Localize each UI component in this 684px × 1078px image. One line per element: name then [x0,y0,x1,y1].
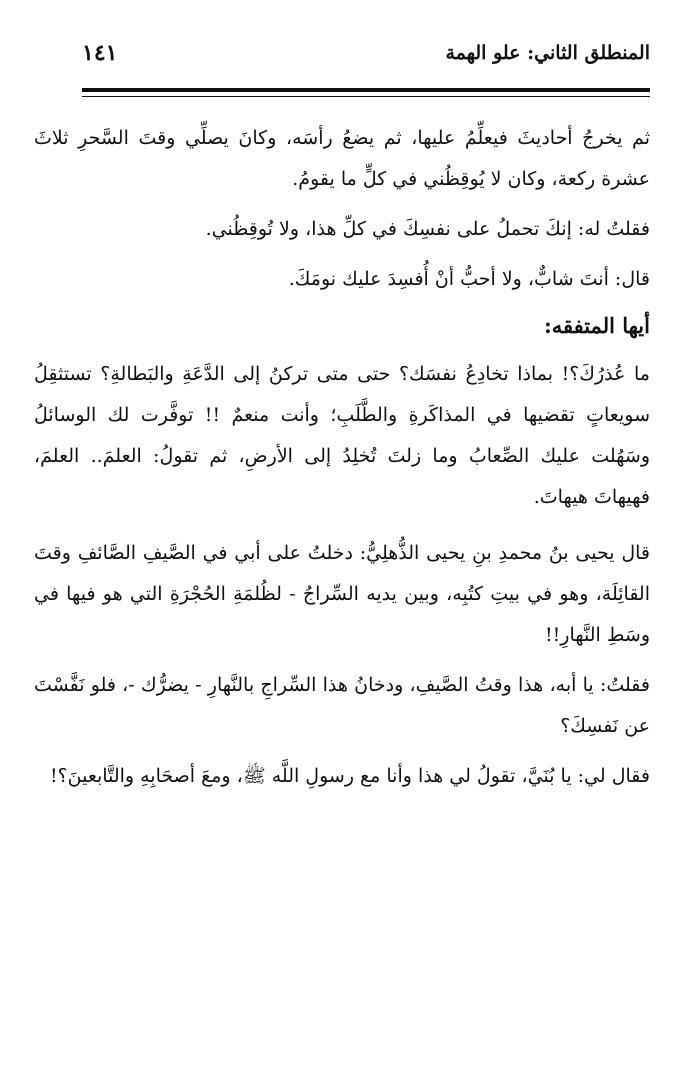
paragraph-4: ما عُذرُكَ؟! بماذا تخادِعُ نفسَك؟ حتى متى تركنُ إلى الدَّعَةِ والبَطالةِ؟ تستثقِلُ سويعاتٍ تقضيها في المذاكَرةِ والطَّلَبِ؛ وأنت منعمٌ !! توفَّرت لك الوسائلُ وسَهُلت عليك الصِّعابُ وما زلتَ تُخلِدُ إلى الأرضِ، ثم تقولُ: العلمَ.. العلمَ، فهيهاتَ هيهاتَ. [34,363,650,508]
paragraph-3: قال: أنتَ شابٌّ، ولا أحبُّ أنْ أُفسِدَ عليك نومَكَ. [288,268,650,290]
paragraph-6: فقلتُ: يا أبه، هذا وقتُ الصَّيفِ، ودخانُ هذا السِّراجِ بالنَّهارِ - يضرُّك -، فلو نَفَّسْتَ عن نَفسِكَ؟ [34,674,650,737]
page-body [34,118,650,806]
header-rule-thick [82,88,650,92]
page-number: ١٤١ [82,40,118,66]
paragraph-2: فقلتُ له: إنكَ تحملُ على نفسِكَ في كلِّ هذا، ولا تُوقِظُني. [205,218,650,240]
header-title: المنطلق الثاني: علو الهمة [445,42,650,64]
section-heading: أيها المتفقه: [543,313,650,338]
running-header [82,38,650,78]
paragraph-1: ثم يخرجُ أحاديثَ فيعلِّمُ عليها، ثم يضعُ رأسَه، وكانَ يصلِّي وقتَ السَّحرِ ثلاثَ عشرة ركعة، وكان لا يُوقِظُني في كلٍّ ما يقومُ. [34,127,650,190]
header-rule-thin [82,96,650,97]
paragraph-7: فقال لي: يا بُنَيَّ، تقولُ لي هذا وأنا مع رسولِ اللَّه ﷺ، ومعَ أصحَابِهِ والتَّابعينَ؟! [49,765,650,787]
paragraph-5: قال يحيى بنُ محمدِ بنِ يحيى الذُّهلِيُّ: دخلتُ على أبي في الصَّيفِ الصَّائفِ وقتَ القائِلَة، وهو في بيتِ كتُبِه، وبين يديه السِّراجُ - لظُلمَةِ الحُجْرَةِ التي هو فيها في وسَطِ النَّهارِ!! [34,542,650,646]
